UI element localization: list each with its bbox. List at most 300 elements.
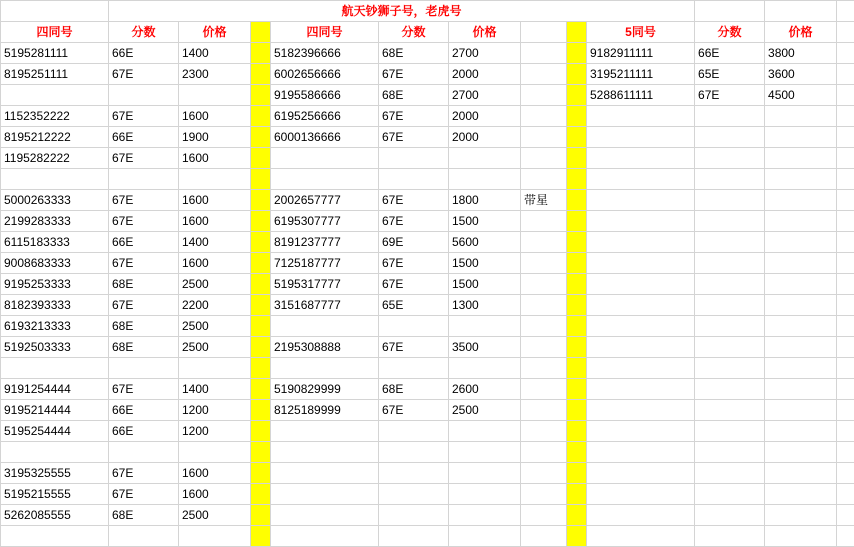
table-row [1, 169, 854, 190]
cell-price-left[interactable] [179, 442, 251, 463]
cell-gap [521, 316, 567, 337]
cell-price-left[interactable]: 1600 [179, 148, 251, 169]
cell-price-right[interactable] [765, 400, 837, 421]
header-price-left: 价格 [179, 22, 251, 43]
cell-gap [521, 484, 567, 505]
cell-serial-left[interactable] [1, 442, 109, 463]
cell-serial-mid[interactable]: 8191237777 [271, 232, 379, 253]
table-row [1, 442, 854, 463]
cell-serial-left[interactable]: 8182393333 [1, 295, 109, 316]
cell-price-mid[interactable]: 1800 [449, 190, 521, 211]
separator-column-left [251, 85, 271, 106]
cell-score-right[interactable] [695, 400, 765, 421]
cell-serial-mid[interactable]: 9195586666 [271, 85, 379, 106]
cell-serial-mid[interactable] [271, 316, 379, 337]
cell-serial-mid[interactable]: 6195256666 [271, 106, 379, 127]
table-row [1, 274, 854, 295]
cell-gap [521, 64, 567, 85]
separator-column-left [251, 505, 271, 526]
cell-score-mid[interactable] [379, 169, 449, 190]
table-row [1, 64, 854, 85]
cell-serial-left[interactable]: 9191254444 [1, 379, 109, 400]
cell-price-mid[interactable]: 2000 [449, 64, 521, 85]
cell-price-right[interactable]: 4500 [765, 85, 837, 106]
cell-score-mid[interactable]: 65E [379, 295, 449, 316]
cell-serial-left[interactable]: 5000263333 [1, 190, 109, 211]
cell-serial-left[interactable]: 9008683333 [1, 253, 109, 274]
cell-serial-left[interactable]: 5192503333 [1, 337, 109, 358]
cell-serial-left[interactable] [1, 169, 109, 190]
cell-gap [521, 295, 567, 316]
cell-score-mid[interactable]: 67E [379, 127, 449, 148]
cell-price-left[interactable]: 1600 [179, 253, 251, 274]
separator-column-right [567, 442, 587, 463]
cell-score-mid[interactable]: 68E [379, 43, 449, 64]
cell-tail [837, 337, 854, 358]
cell-price-right[interactable] [765, 442, 837, 463]
cell-score-mid[interactable]: 68E [379, 379, 449, 400]
cell-price-left[interactable]: 1200 [179, 400, 251, 421]
cell-gap [521, 358, 567, 379]
cell-serial-right[interactable] [587, 484, 695, 505]
cell-score-right[interactable] [695, 421, 765, 442]
table-row [1, 316, 854, 337]
separator-column-right [567, 463, 587, 484]
cell-price-mid[interactable]: 2500 [449, 400, 521, 421]
separator-column-right [567, 484, 587, 505]
cell-price-mid[interactable] [449, 505, 521, 526]
cell-score-right[interactable] [695, 253, 765, 274]
cell-score-right[interactable] [695, 358, 765, 379]
cell-serial-left[interactable]: 5195254444 [1, 421, 109, 442]
cell-gap [521, 337, 567, 358]
cell-score-mid[interactable]: 68E [379, 85, 449, 106]
cell-price-left[interactable] [179, 526, 251, 547]
cell-price-left[interactable]: 1900 [179, 127, 251, 148]
cell-serial-right[interactable] [587, 442, 695, 463]
cell-tail [837, 484, 854, 505]
title-spacer-right [695, 1, 765, 22]
separator-column-left [251, 127, 271, 148]
cell-serial-mid[interactable] [271, 442, 379, 463]
cell-score-mid[interactable] [379, 421, 449, 442]
cell-price-left[interactable]: 2200 [179, 295, 251, 316]
cell-price-mid[interactable] [449, 484, 521, 505]
separator-column-right [567, 190, 587, 211]
cell-price-right[interactable] [765, 316, 837, 337]
cell-serial-left[interactable]: 5262085555 [1, 505, 109, 526]
header-five-same: 5同号 [587, 22, 695, 43]
cell-serial-right[interactable] [587, 253, 695, 274]
cell-score-left[interactable]: 68E [109, 316, 179, 337]
cell-price-right[interactable] [765, 232, 837, 253]
title-spacer-right [837, 1, 854, 22]
cell-serial-left[interactable]: 5195281111 [1, 43, 109, 64]
cell-tail [837, 106, 854, 127]
cell-price-mid[interactable] [449, 526, 521, 547]
cell-price-mid[interactable] [449, 169, 521, 190]
header-gap [521, 22, 567, 43]
cell-tail [837, 442, 854, 463]
cell-serial-mid[interactable]: 5190829999 [271, 379, 379, 400]
separator-column-left [251, 22, 271, 43]
note-with-star[interactable]: 带星 [521, 190, 567, 211]
cell-score-left[interactable] [109, 442, 179, 463]
cell-price-mid[interactable] [449, 463, 521, 484]
cell-price-right[interactable] [765, 253, 837, 274]
cell-price-mid[interactable]: 1500 [449, 253, 521, 274]
separator-column-right [567, 127, 587, 148]
separator-column-right [567, 85, 587, 106]
cell-score-mid[interactable] [379, 358, 449, 379]
cell-price-left[interactable]: 2500 [179, 505, 251, 526]
cell-serial-left[interactable]: 3195325555 [1, 463, 109, 484]
cell-score-mid[interactable] [379, 484, 449, 505]
cell-price-right[interactable] [765, 295, 837, 316]
cell-score-mid[interactable]: 67E [379, 190, 449, 211]
cell-score-right[interactable] [695, 379, 765, 400]
cell-score-left[interactable]: 67E [109, 64, 179, 85]
cell-serial-right[interactable] [587, 232, 695, 253]
cell-price-right[interactable] [765, 127, 837, 148]
cell-price-left[interactable]: 2500 [179, 316, 251, 337]
cell-price-mid[interactable]: 2700 [449, 43, 521, 64]
cell-serial-left[interactable]: 6115183333 [1, 232, 109, 253]
page-title: 航天钞狮子号，老虎号 [109, 1, 695, 22]
cell-serial-mid[interactable] [271, 169, 379, 190]
cell-price-left[interactable]: 2500 [179, 274, 251, 295]
cell-serial-mid[interactable] [271, 358, 379, 379]
separator-column-right [567, 526, 587, 547]
cell-tail [837, 148, 854, 169]
cell-serial-left[interactable]: 8195212222 [1, 127, 109, 148]
cell-serial-mid[interactable]: 3151687777 [271, 295, 379, 316]
cell-price-left[interactable]: 1600 [179, 484, 251, 505]
cell-score-left[interactable] [109, 526, 179, 547]
cell-price-right[interactable] [765, 421, 837, 442]
cell-gap [521, 526, 567, 547]
cell-score-left[interactable]: 66E [109, 43, 179, 64]
cell-serial-right[interactable] [587, 190, 695, 211]
cell-price-mid[interactable]: 2000 [449, 127, 521, 148]
cell-serial-right[interactable] [587, 295, 695, 316]
cell-score-right[interactable]: 67E [695, 85, 765, 106]
table-row [1, 127, 854, 148]
cell-serial-mid[interactable]: 5195317777 [271, 274, 379, 295]
cell-serial-right[interactable] [587, 127, 695, 148]
cell-price-mid[interactable]: 2000 [449, 106, 521, 127]
cell-score-left[interactable]: 68E [109, 505, 179, 526]
cell-score-mid[interactable] [379, 505, 449, 526]
separator-column-right [567, 358, 587, 379]
cell-tail [837, 526, 854, 547]
cell-serial-left[interactable] [1, 358, 109, 379]
cell-price-left[interactable]: 1600 [179, 106, 251, 127]
cell-price-mid[interactable]: 5600 [449, 232, 521, 253]
cell-price-mid[interactable]: 1300 [449, 295, 521, 316]
cell-serial-right[interactable] [587, 379, 695, 400]
header-price-right: 价格 [765, 22, 837, 43]
table-row [1, 211, 854, 232]
cell-serial-left[interactable]: 9195253333 [1, 274, 109, 295]
cell-serial-right[interactable] [587, 421, 695, 442]
cell-price-left[interactable]: 1400 [179, 43, 251, 64]
cell-score-left[interactable]: 67E [109, 379, 179, 400]
table-row [1, 106, 854, 127]
cell-price-mid[interactable]: 1500 [449, 211, 521, 232]
cell-serial-right[interactable] [587, 211, 695, 232]
cell-serial-mid[interactable]: 2195308888 [271, 337, 379, 358]
cell-serial-left[interactable]: 8195251111 [1, 64, 109, 85]
cell-price-left[interactable]: 2300 [179, 64, 251, 85]
separator-column-left [251, 379, 271, 400]
separator-column-left [251, 43, 271, 64]
cell-score-right[interactable] [695, 337, 765, 358]
cell-serial-mid[interactable] [271, 526, 379, 547]
cell-serial-right[interactable]: 5288611111 [587, 85, 695, 106]
cell-score-mid[interactable] [379, 148, 449, 169]
cell-serial-right[interactable]: 9182911111 [587, 43, 695, 64]
cell-score-mid[interactable] [379, 463, 449, 484]
cell-score-left[interactable]: 67E [109, 463, 179, 484]
cell-price-mid[interactable] [449, 148, 521, 169]
cell-score-right[interactable] [695, 484, 765, 505]
table-row [1, 379, 854, 400]
cell-serial-mid[interactable]: 8125189999 [271, 400, 379, 421]
cell-serial-mid[interactable]: 6000136666 [271, 127, 379, 148]
cell-serial-left[interactable] [1, 526, 109, 547]
cell-gap [521, 148, 567, 169]
cell-price-right[interactable] [765, 358, 837, 379]
cell-serial-right[interactable] [587, 526, 695, 547]
cell-score-right[interactable] [695, 316, 765, 337]
separator-column-left [251, 484, 271, 505]
cell-serial-mid[interactable]: 7125187777 [271, 253, 379, 274]
cell-serial-right[interactable] [587, 400, 695, 421]
cell-score-mid[interactable] [379, 316, 449, 337]
cell-price-left[interactable] [179, 358, 251, 379]
cell-serial-left[interactable]: 9195214444 [1, 400, 109, 421]
cell-score-left[interactable]: 67E [109, 148, 179, 169]
cell-price-left[interactable]: 1600 [179, 190, 251, 211]
cell-score-right[interactable] [695, 274, 765, 295]
cell-serial-left[interactable]: 5195215555 [1, 484, 109, 505]
cell-price-right[interactable] [765, 106, 837, 127]
table-row [1, 358, 854, 379]
separator-column-right [567, 169, 587, 190]
separator-column-left [251, 106, 271, 127]
table-row [1, 232, 854, 253]
cell-price-left[interactable] [179, 169, 251, 190]
separator-column-right [567, 316, 587, 337]
cell-price-right[interactable] [765, 211, 837, 232]
cell-price-right[interactable] [765, 463, 837, 484]
cell-serial-left[interactable]: 2199283333 [1, 211, 109, 232]
cell-tail [837, 295, 854, 316]
cell-price-left[interactable]: 1200 [179, 421, 251, 442]
cell-serial-right[interactable] [587, 505, 695, 526]
cell-serial-right[interactable] [587, 316, 695, 337]
cell-gap [521, 463, 567, 484]
cell-score-mid[interactable]: 67E [379, 337, 449, 358]
cell-score-left[interactable] [109, 358, 179, 379]
cell-score-mid[interactable]: 67E [379, 253, 449, 274]
cell-tail [837, 211, 854, 232]
cell-serial-right[interactable] [587, 337, 695, 358]
cell-score-mid[interactable]: 67E [379, 106, 449, 127]
cell-price-right[interactable] [765, 526, 837, 547]
cell-serial-mid[interactable]: 6002656666 [271, 64, 379, 85]
cell-serial-mid[interactable] [271, 484, 379, 505]
separator-column-left [251, 295, 271, 316]
cell-score-mid[interactable] [379, 526, 449, 547]
cell-tail [837, 127, 854, 148]
cell-score-right[interactable] [695, 232, 765, 253]
cell-tail [837, 190, 854, 211]
cell-score-mid[interactable]: 67E [379, 211, 449, 232]
cell-serial-right[interactable] [587, 169, 695, 190]
cell-price-right[interactable] [765, 484, 837, 505]
cell-tail [837, 43, 854, 64]
cell-score-right[interactable]: 65E [695, 64, 765, 85]
cell-serial-mid[interactable]: 2002657777 [271, 190, 379, 211]
cell-serial-left[interactable] [1, 85, 109, 106]
separator-column-left [251, 169, 271, 190]
header-row [1, 22, 854, 43]
cell-price-left[interactable]: 1600 [179, 463, 251, 484]
cell-price-mid[interactable]: 2600 [449, 379, 521, 400]
cell-price-mid[interactable]: 2700 [449, 85, 521, 106]
cell-score-right[interactable] [695, 148, 765, 169]
cell-serial-left[interactable]: 6193213333 [1, 316, 109, 337]
cell-price-mid[interactable] [449, 421, 521, 442]
cell-gap [521, 127, 567, 148]
separator-column-left [251, 190, 271, 211]
cell-score-left[interactable]: 68E [109, 337, 179, 358]
table-row [1, 148, 854, 169]
cell-score-left[interactable]: 66E [109, 421, 179, 442]
cell-score-mid[interactable]: 67E [379, 274, 449, 295]
cell-serial-right[interactable] [587, 274, 695, 295]
cell-price-mid[interactable] [449, 316, 521, 337]
cell-score-mid[interactable] [379, 442, 449, 463]
separator-column-right [567, 274, 587, 295]
cell-score-mid[interactable]: 67E [379, 64, 449, 85]
cell-score-right[interactable] [695, 211, 765, 232]
cell-score-left[interactable]: 67E [109, 190, 179, 211]
cell-price-right[interactable] [765, 190, 837, 211]
cell-price-right[interactable] [765, 337, 837, 358]
cell-score-right[interactable] [695, 169, 765, 190]
separator-column-right [567, 22, 587, 43]
cell-serial-right[interactable] [587, 148, 695, 169]
cell-price-left[interactable]: 2500 [179, 337, 251, 358]
cell-price-right[interactable] [765, 148, 837, 169]
table-row [1, 190, 854, 211]
cell-score-right[interactable] [695, 190, 765, 211]
cell-score-left[interactable]: 67E [109, 295, 179, 316]
cell-price-left[interactable]: 1600 [179, 211, 251, 232]
header-score-right: 分数 [695, 22, 765, 43]
cell-serial-right[interactable] [587, 463, 695, 484]
cell-score-left[interactable]: 68E [109, 274, 179, 295]
cell-serial-left[interactable]: 1195282222 [1, 148, 109, 169]
cell-serial-right[interactable] [587, 358, 695, 379]
cell-score-right[interactable] [695, 127, 765, 148]
title-row [1, 1, 854, 22]
cell-serial-mid[interactable]: 6195307777 [271, 211, 379, 232]
cell-serial-left[interactable]: 1152352222 [1, 106, 109, 127]
separator-column-right [567, 421, 587, 442]
cell-score-right[interactable] [695, 442, 765, 463]
cell-score-right[interactable] [695, 463, 765, 484]
cell-serial-mid[interactable] [271, 421, 379, 442]
cell-tail [837, 316, 854, 337]
cell-score-mid[interactable]: 67E [379, 400, 449, 421]
cell-score-left[interactable]: 66E [109, 232, 179, 253]
cell-price-right[interactable] [765, 505, 837, 526]
table-row [1, 526, 854, 547]
cell-score-left[interactable]: 67E [109, 211, 179, 232]
separator-column-left [251, 442, 271, 463]
cell-score-mid[interactable]: 69E [379, 232, 449, 253]
cell-score-right[interactable] [695, 106, 765, 127]
cell-score-left[interactable] [109, 169, 179, 190]
cell-price-left[interactable] [179, 85, 251, 106]
cell-serial-mid[interactable]: 5182396666 [271, 43, 379, 64]
cell-price-right[interactable] [765, 379, 837, 400]
separator-column-right [567, 106, 587, 127]
cell-score-right[interactable] [695, 295, 765, 316]
cell-score-right[interactable] [695, 505, 765, 526]
cell-price-mid[interactable]: 1500 [449, 274, 521, 295]
cell-score-left[interactable]: 67E [109, 484, 179, 505]
cell-serial-mid[interactable] [271, 148, 379, 169]
cell-score-left[interactable]: 66E [109, 127, 179, 148]
separator-column-left [251, 211, 271, 232]
cell-gap [521, 169, 567, 190]
cell-score-left[interactable] [109, 85, 179, 106]
separator-column-left [251, 400, 271, 421]
cell-serial-right[interactable]: 3195211111 [587, 64, 695, 85]
cell-price-right[interactable]: 3800 [765, 43, 837, 64]
table-row [1, 43, 854, 64]
cell-score-right[interactable] [695, 526, 765, 547]
cell-score-left[interactable]: 66E [109, 400, 179, 421]
header-score-mid: 分数 [379, 22, 449, 43]
cell-price-mid[interactable]: 3500 [449, 337, 521, 358]
cell-price-left[interactable]: 1400 [179, 232, 251, 253]
cell-gap [521, 232, 567, 253]
separator-column-right [567, 148, 587, 169]
cell-price-left[interactable]: 1400 [179, 379, 251, 400]
cell-score-right[interactable]: 66E [695, 43, 765, 64]
cell-serial-mid[interactable] [271, 463, 379, 484]
cell-price-mid[interactable] [449, 442, 521, 463]
cell-price-right[interactable] [765, 274, 837, 295]
table-row [1, 337, 854, 358]
cell-score-left[interactable]: 67E [109, 106, 179, 127]
cell-serial-mid[interactable] [271, 505, 379, 526]
cell-price-right[interactable] [765, 169, 837, 190]
header-score-left: 分数 [109, 22, 179, 43]
cell-score-left[interactable]: 67E [109, 253, 179, 274]
separator-column-right [567, 505, 587, 526]
header-four-same-left: 四同号 [1, 22, 109, 43]
cell-price-mid[interactable] [449, 358, 521, 379]
cell-serial-right[interactable] [587, 106, 695, 127]
cell-price-right[interactable]: 3600 [765, 64, 837, 85]
